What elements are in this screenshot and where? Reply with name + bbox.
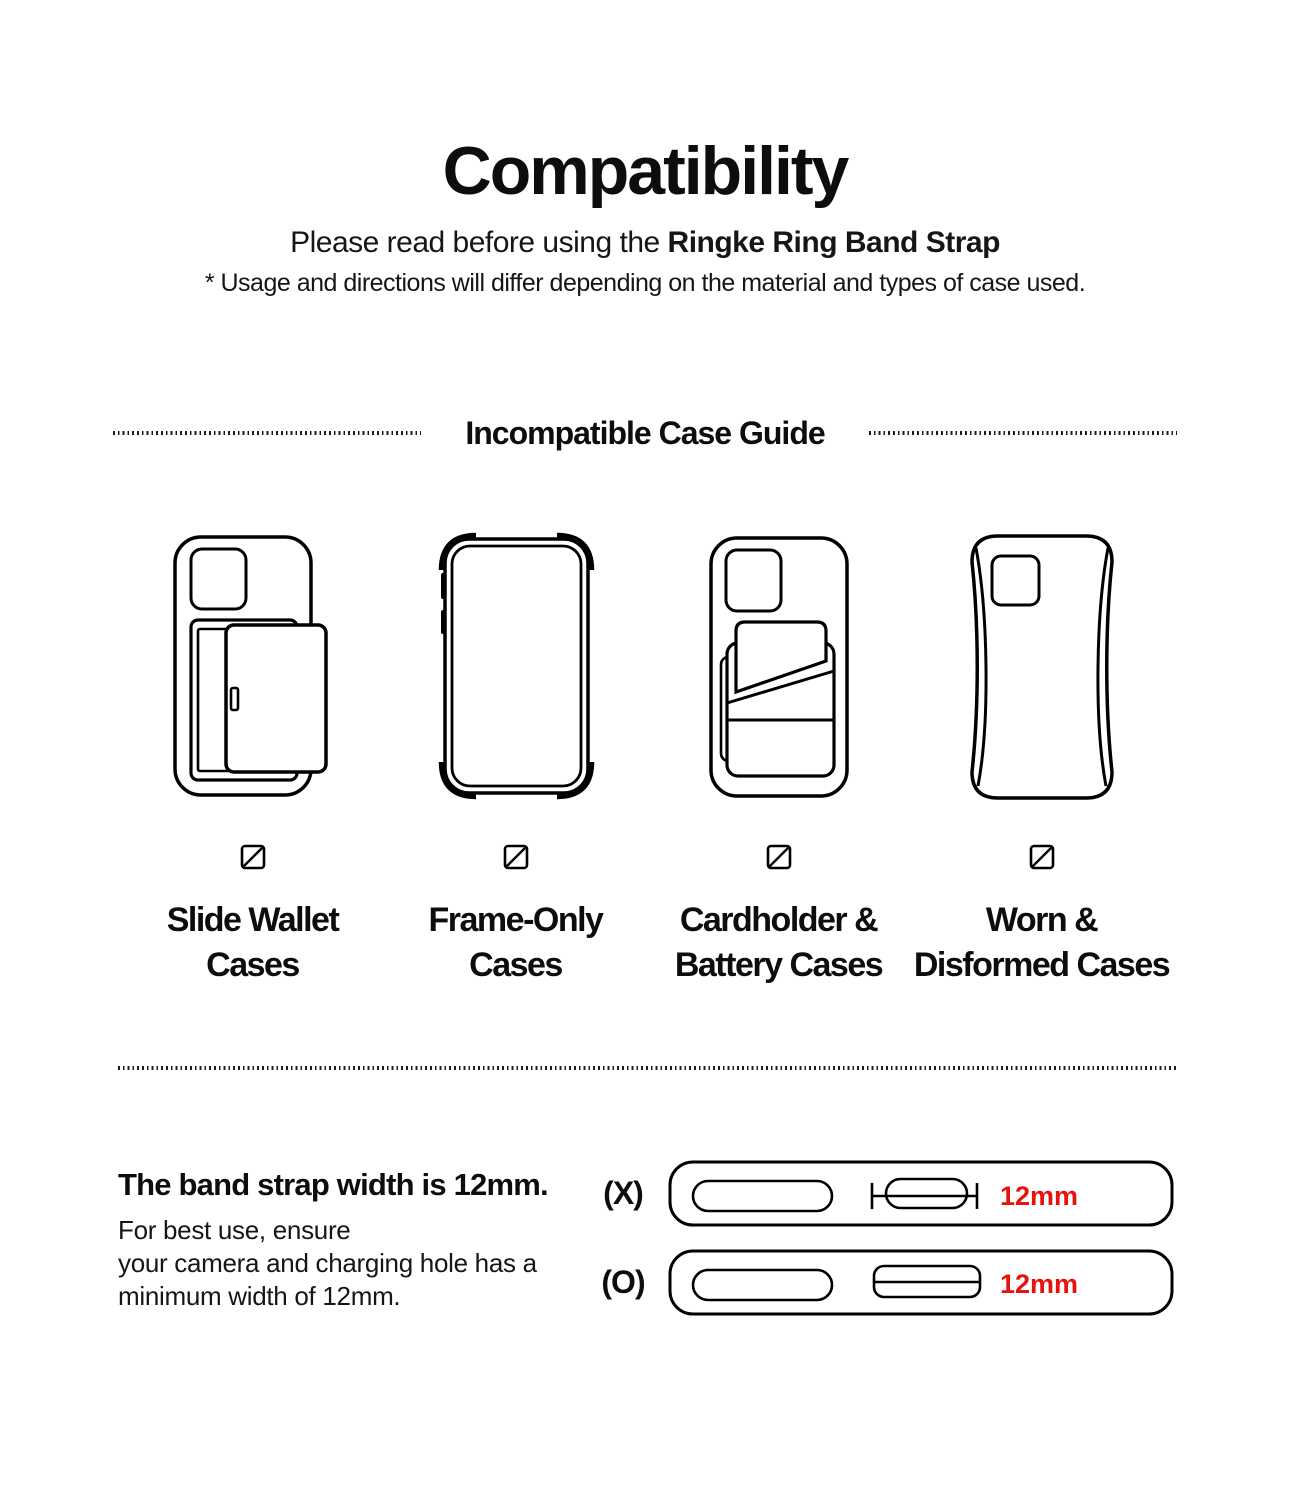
section-divider xyxy=(118,1066,1179,1070)
case-column-frame-only xyxy=(384,532,647,988)
case-label-line: Cardholder & xyxy=(679,901,878,939)
case-label-line: Slide Wallet xyxy=(166,901,339,939)
case-label-line: Frame-Only xyxy=(428,901,603,939)
phone-bottom-wide-hole-diagram xyxy=(668,1249,1174,1316)
band-width-heading: The band strap width is 12mm. xyxy=(118,1167,548,1202)
case-label xyxy=(429,898,603,988)
incompatible-guide-title: Incompatible Case Guide xyxy=(465,415,825,451)
prohibited-checkbox-icon xyxy=(503,844,529,870)
correct-marker: (O) xyxy=(601,1264,645,1300)
measurement-label: 12mm xyxy=(1000,1269,1079,1299)
incompatible-guide-heading-row xyxy=(0,412,1290,454)
case-label-line: Cases xyxy=(206,946,299,984)
header xyxy=(0,0,1290,298)
worn-disformed-case-icon xyxy=(937,532,1147,802)
measurement-label: 12mm xyxy=(1000,1181,1079,1211)
subtitle xyxy=(0,226,1290,260)
phone-bottom-narrow-hole-diagram xyxy=(668,1160,1174,1227)
case-label-line: Worn & xyxy=(985,901,1098,939)
band-width-description-line: For best use, ensure xyxy=(118,1215,351,1245)
case-label xyxy=(675,898,882,988)
band-width-description-line: minimum width of 12mm. xyxy=(118,1281,401,1311)
prohibited-checkbox-icon xyxy=(766,844,792,870)
prohibited-checkbox-icon xyxy=(240,844,266,870)
example-row-correct xyxy=(598,1249,1174,1316)
page-title: Compatibility xyxy=(442,133,848,209)
subtitle-prefix: Please read before using the xyxy=(290,226,668,259)
case-label-line: Cases xyxy=(469,946,562,984)
example-row-incorrect xyxy=(598,1160,1174,1227)
dotted-rule-right xyxy=(869,431,1177,435)
incorrect-marker: (X) xyxy=(603,1175,643,1211)
prohibited-checkbox-icon xyxy=(1029,844,1055,870)
case-label-line: Battery Cases xyxy=(674,946,883,984)
band-width-description-line: your camera and charging hole has a xyxy=(118,1248,537,1278)
band-width-description xyxy=(118,1214,537,1313)
case-column-cardholder-battery xyxy=(647,532,910,988)
frame-only-case-icon xyxy=(411,532,621,802)
dotted-rule-left xyxy=(113,431,421,435)
cardholder-battery-case-icon xyxy=(674,532,884,802)
usage-note: * Usage and directions will differ depending on the material and types of case used. xyxy=(204,269,1086,297)
case-label xyxy=(167,898,339,988)
case-label xyxy=(914,898,1169,988)
case-label-line: Disformed Cases xyxy=(913,946,1170,984)
incompatible-cases-grid xyxy=(121,532,1173,988)
subtitle-product-name: Ringke Ring Band Strap xyxy=(667,226,1000,259)
case-column-slide-wallet xyxy=(121,532,384,988)
slide-wallet-case-icon xyxy=(148,532,358,802)
case-column-worn-disformed xyxy=(910,532,1173,988)
